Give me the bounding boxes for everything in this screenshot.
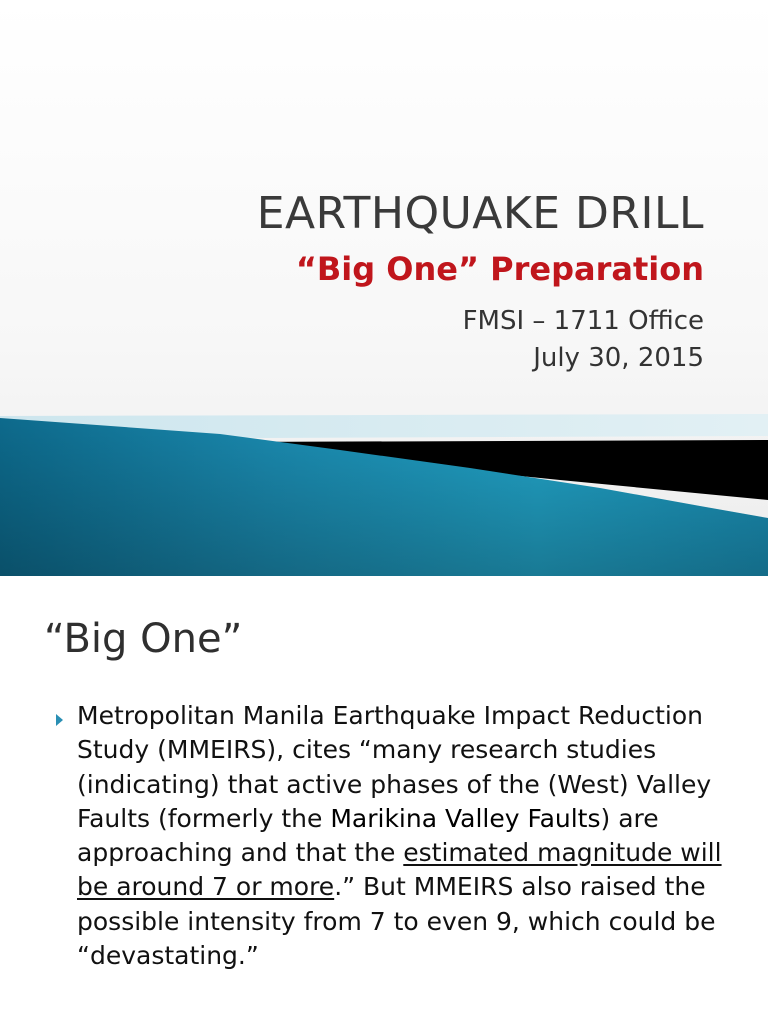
highlighted-term: Marikina Valley Faults <box>330 803 601 833</box>
slide-heading: “Big One” <box>44 616 243 662</box>
date-label: July 30, 2015 <box>533 343 704 373</box>
triangle-right-icon <box>56 714 63 726</box>
paragraph-text: .” But MMEIRS also raised the possible intensity from 7 to even 9, which could be “devastating.” <box>77 872 716 971</box>
slide-subtitle: “Big One” Preparation <box>295 250 704 288</box>
paragraph-text: Metropolitan Manila Earthquake Impact Reduction Study (MMEIRS), cites “many research studies (indicating) that active phases of the (West) Valley Faults (formerly the <box>77 701 712 833</box>
bullet-paragraph <box>77 699 752 973</box>
underlined-phrase: estimated magnitude will be around 7 or more <box>77 838 722 902</box>
content-slide <box>0 576 768 1024</box>
decorative-wave-band <box>0 410 768 576</box>
slide-title: EARTHQUAKE DRILL <box>256 188 704 239</box>
organization-label: FMSI – 1711 Office <box>462 306 704 336</box>
paragraph-text: ) are approaching and that the <box>77 803 659 868</box>
